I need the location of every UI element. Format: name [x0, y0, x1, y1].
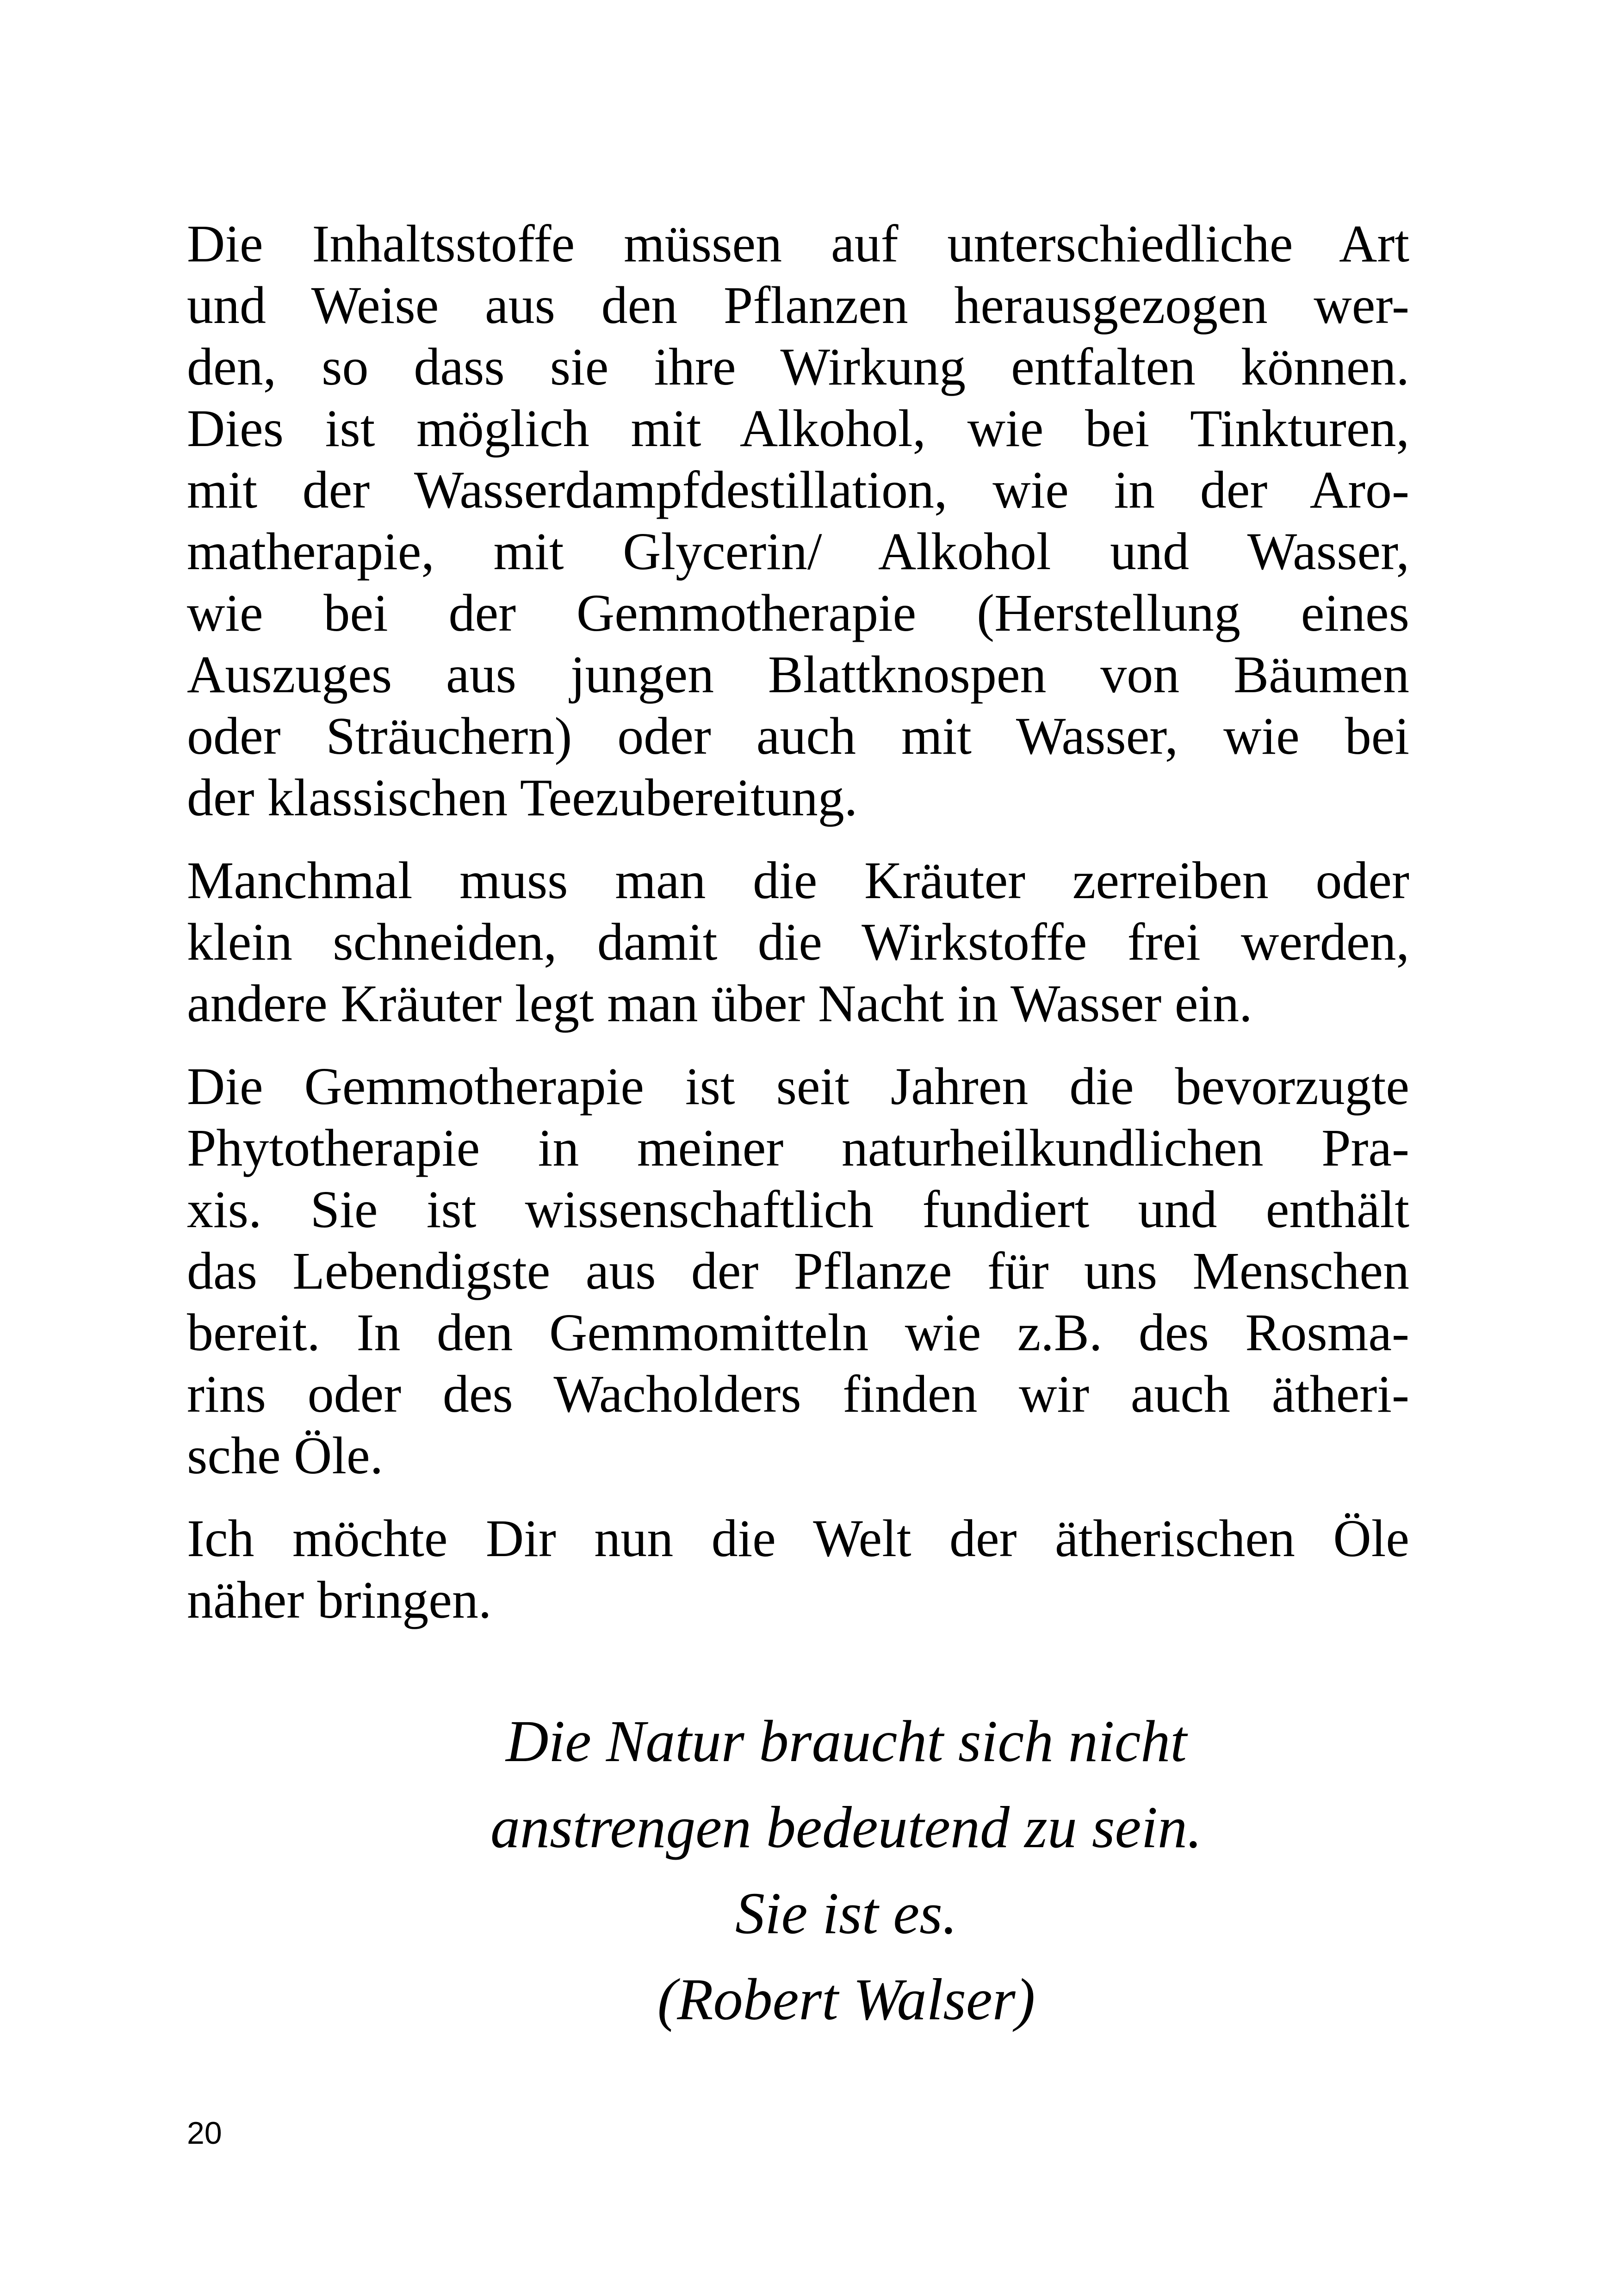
text-line: rins oder des Wacholders finden wir auch ätheri- [187, 1365, 1409, 1423]
paragraph-essential-oils-intro [187, 1508, 1409, 1631]
text-line: das Lebendigste aus der Pflanze für uns Menschen [187, 1241, 1409, 1300]
paragraph-herb-preparation [187, 850, 1409, 1034]
text-line: klein schneiden, damit die Wirkstoffe frei werden, [187, 912, 1409, 971]
text-line: den, so dass sie ihre Wirkung entfalten können. [187, 337, 1409, 396]
text-line: und Weise aus den Pflanzen herausgezogen wer- [187, 276, 1409, 335]
text-line: matherapie, mit Glycerin/ Alkohol und Wasser, [187, 522, 1409, 581]
text-line: Manchmal muss man die Kräuter zerreiben oder [187, 851, 1409, 910]
text-line: näher bringen. [187, 1570, 492, 1629]
paragraph-gemmotherapy [187, 1055, 1409, 1486]
text-line: Phytotherapie in meiner naturheilkundlichen Pra- [187, 1118, 1409, 1177]
text-line: wie bei der Gemmotherapie (Herstellung eines [187, 583, 1409, 642]
text-line: bereit. In den Gemmomitteln wie z.B. des Rosma- [187, 1303, 1409, 1362]
text-line: Dies ist möglich mit Alkohol, wie bei Tinkturen, [187, 399, 1409, 458]
text-line: Ich möchte Dir nun die Welt der ätherischen Öle [187, 1509, 1409, 1568]
quote-line: Sie ist es. [735, 1880, 957, 1946]
page-number: 20 [187, 2116, 222, 2151]
quote-attribution: (Robert Walser) [657, 1967, 1035, 2032]
text-line: xis. Sie ist wissenschaftlich fundiert und enthält [187, 1180, 1409, 1239]
text-line: andere Kräuter legt man über Nacht in Wasser ein. [187, 974, 1252, 1033]
quote-block [187, 1698, 1506, 2042]
quote-line: anstrengen bedeutend zu sein. [490, 1794, 1203, 1860]
body-text [187, 213, 1409, 1652]
text-line: Auszuges aus jungen Blattknospen von Bäumen [187, 645, 1409, 704]
text-line: Die Gemmotherapie ist seit Jahren die bevorzugte [187, 1057, 1409, 1116]
paragraph-extraction-methods [187, 213, 1409, 828]
quote-line: Die Natur braucht sich nicht [506, 1708, 1187, 1774]
text-line: mit der Wasserdampfdestillation, wie in der Aro- [187, 460, 1409, 519]
text-line: der klassischen Teezubereitung. [187, 768, 858, 827]
text-line: oder Sträuchern) oder auch mit Wasser, wie bei [187, 707, 1409, 765]
text-line: Die Inhaltsstoffe müssen auf unterschiedliche Art [187, 214, 1409, 273]
text-line: sche Öle. [187, 1426, 384, 1485]
